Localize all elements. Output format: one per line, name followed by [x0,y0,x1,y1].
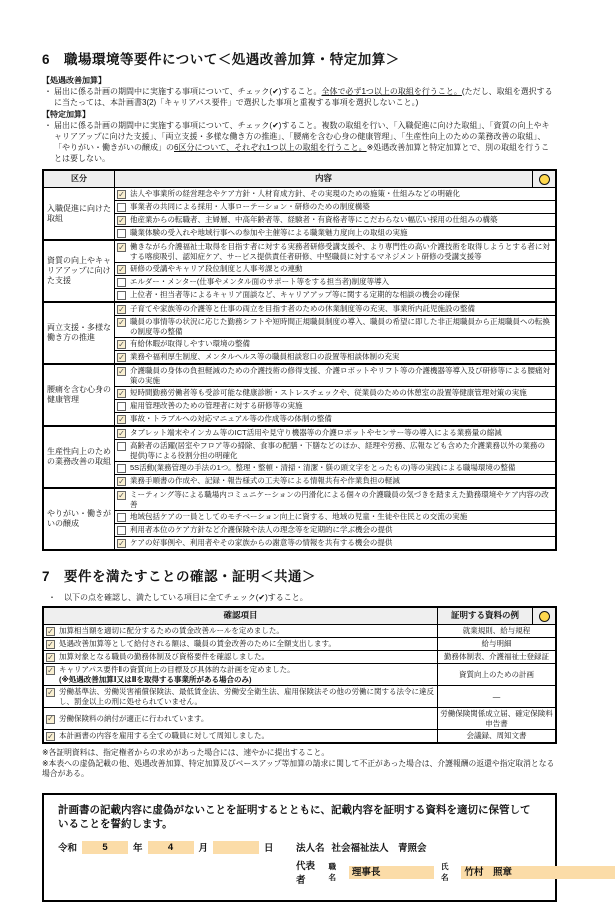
item-text: 雇用管理改善のための管理者に対する研修等の実施 [130,401,303,410]
item-main-text: 加算相当額を適切に配分するための賃金改善ルールを定めました。 [59,626,284,635]
required-marker-cell [533,170,557,188]
item-line [46,665,434,684]
table-row [43,387,556,400]
item-text: 高齢者の活躍(居室やフロア等の掃除、食事の配膳・下膳などのほか、経理や労務、広報なども含めた介護業務以外の業務の提供)等による役割分担の明確化 [130,441,545,460]
item-line [117,512,552,522]
era-label: 令和 [58,843,78,854]
item-line [117,538,552,548]
item-line [117,317,552,336]
checkbox-checked[interactable]: ✓ [118,304,125,314]
underlined-text: 6区分について、それぞれ1つ以上の取組を行うこと。 [174,143,367,152]
name-label: 氏名 [441,862,449,882]
month-field[interactable]: 4 [148,841,194,854]
category-cell: 腰痛を含む心身の健康管理 [43,364,115,426]
table-row [43,524,556,537]
evidence-header: 証明する資料の例 [438,607,533,625]
item-text: 職員の事情等の状況に応じた勤務シフトや短時間正規職員制度の導入、職員の希望に即した非正規職員から正規職員への転換の制度等の整備 [130,317,550,336]
item-line [117,352,552,362]
footnote-text: ※本表への虚偽記載の他、処遇改善加算、特定加算及びベースアップ等加算の請求に関して不正があった場合は、介護報酬の返還や指定取消となる場合がある。 [42,759,555,778]
item-text: タブレット端末やインカム等のICT活用や見守り機器等の介護ロボットやセンサー等の導入による業務量の縮減 [130,428,502,437]
checkbox-checked[interactable]: ✓ [118,264,125,274]
item-cell [115,426,557,440]
content-header-cell: 内容 [115,170,533,188]
bullet-marker: ・ [44,87,52,96]
item-text: 5S活動(業務管理の手法の1つ。整理・整頓・清掃・清潔・躾の頭文字をとったもの)等の実践による職場環境の整備 [130,463,516,472]
item-text: 子育てや家族等の介護等と仕事の両立を目指す者のための休業制度等の充実、事業所内託児施設の整備 [130,304,475,313]
underlined-text: 全体で必ず1つ以上の取組を行うこと。 [321,87,462,96]
confirmation-item-text [59,687,434,706]
confirmation-item-cell [43,686,438,708]
item-main-text: 処遇改善加算等として給付される額は、職員の賃金改善のために全額支出します。 [59,639,336,648]
checkbox-checked[interactable]: ✓ [47,652,54,662]
confirmation-item-cell [43,651,438,664]
table-row [43,263,556,276]
item-line [46,626,434,636]
item-line [117,441,552,460]
checkbox-checked[interactable]: ✓ [118,490,125,500]
table-row [43,364,556,387]
table2-header-row [43,607,556,625]
table-row [43,638,556,651]
item-line [117,366,552,385]
table1-header-row [43,170,556,188]
confirmation-table [42,606,557,744]
required-marker-cell [533,607,557,625]
plain-text: (ただし、取組を選択するに当たっては、本計画書3(2)「キャリアパス要件」で選択した事項と重複する事項を選択しないこと。) [54,87,553,107]
table-row [43,316,556,338]
job-title-label: 職名 [328,862,336,882]
checkbox-checked[interactable]: ✓ [118,215,125,225]
table-row [43,686,556,708]
item-text: 他産業からの転職者、主婦層、中高年齢者等、経験者・有資格者等にこだわらない幅広い採用の仕組みの構築 [130,215,498,224]
item-cell [115,302,557,316]
table-row [43,188,556,201]
table-row [43,214,556,227]
item-line [117,304,552,314]
item-text: 職業体験の受入れや地域行事への参加や主催等による職業魅力度向上の取組の実施 [130,228,408,237]
item-main-text: 労働保険料の納付が適正に行われています。 [59,713,209,723]
item-main-text: 本計画書の内容を雇用する全ての職員に対して周知しました。 [59,731,269,740]
item-cell [115,400,557,413]
checkbox-unchecked[interactable] [117,402,126,411]
table-row [43,289,556,303]
month-unit-label: 月 [198,843,209,854]
evidence-cell: ― [438,686,557,708]
item-cell [115,511,557,524]
item-text: 事業者の共同による採用・人事ローテーション・研修のための制度構築 [130,202,370,211]
intro-bullet-text [54,120,557,164]
checkbox-checked[interactable]: ✓ [47,639,54,649]
item-cell [115,524,557,537]
representative-label: 代表者 [296,861,316,886]
item-text: 働きながら介護福祉士取得を目指す者に対する実務者研修受講支援や、より専門性の高い介護技術を取得しようとする者に対する喀痰吸引、認知症ケア、サービス提供責任者研修、中堅職員に対するマネジメント研修の受講支援等 [130,242,550,261]
item-line [46,731,434,741]
checkbox-checked[interactable]: ✓ [118,352,125,362]
category-cell: 生産性向上のための業務改善の取組 [43,426,115,488]
item-text: ケアの好事例や、利用者やその家族からの謝意等の情報を共有する機会の提供 [130,538,393,547]
plain-text: ※処遇改善加算と特定加算とで、別の取組を行うことは要しない。 [54,143,550,163]
day-unit-label: 日 [264,843,274,854]
checkbox-checked[interactable]: ✓ [118,428,125,438]
item-text: 上位者・担当者等によるキャリア面談など、キャリアアップ等に関する定期的な相談の機会の確保 [130,290,460,299]
checkbox-checked[interactable]: ✓ [118,476,125,486]
confirmation-item-cell [43,625,438,638]
corp-name: 社会福祉法人 青照会 [331,843,427,854]
evidence-cell: 給与明細 [438,638,557,651]
item-text: エルダー・メンター(仕事やメンタル面のサポート等をする担当者)制度等導入 [130,277,390,286]
required-circle-icon [539,174,550,185]
category-cell: 両立支援・多様な働き方の推進 [43,302,115,364]
item-cell [115,316,557,338]
table-row [43,664,556,686]
table-row [43,400,556,413]
checkbox-checked[interactable]: ✓ [118,388,125,398]
plain-text: 届出に係る計画の期間中に実施する事項について、チェック(✔)すること。 [54,87,322,96]
section6-intro [42,75,557,164]
item-line [46,639,434,649]
checkbox-unchecked[interactable] [117,278,126,287]
checkbox-checked[interactable]: ✓ [118,189,125,199]
item-cell [115,537,557,551]
table-row [43,413,556,427]
item-text: 介護職員の身体の負担軽減のための介護技術の修得支援、介護ロボットやリフト等の介護機器等導入及び研修等による腰痛対策の実施 [130,366,550,385]
item-cell [115,440,557,462]
item-cell [115,462,557,475]
table-row [43,511,556,524]
item-line [117,388,552,398]
item-line [117,242,552,261]
item-text: 事故・トラブルへの対応マニュアル等の作成等の体制の整備 [130,414,332,423]
checkbox-checked[interactable]: ✓ [47,731,54,741]
evidence-cell: 就業規則、給与規程 [438,625,557,638]
confirmation-item-cell [43,730,438,744]
item-text: 利用者本位のケア方針など介護保険や法人の理念等を定期的に学ぶ機会の提供 [130,525,393,534]
table-row [43,227,556,241]
item-line [117,189,552,199]
plain-text: 届出に係る計画の期間中に実施する事項について、チェック(✔)すること。複数の取組を行い、「入職促進に向けた取組」、「資質の向上やキャリアアップに向けた支援」、「両立支援・多様な働き方の推進」、「腰痛を含む心身の健康管理」、「生産性向上のための業務改善の取組」、「やりがい・働きがいの醸成」の [54,121,550,152]
checkbox-checked[interactable]: ✓ [118,538,125,548]
item-cell [115,188,557,201]
checkbox-unchecked[interactable] [117,229,126,238]
pledge-signer [296,840,615,890]
checkbox-unchecked[interactable] [117,291,126,300]
item-line [117,476,552,486]
item-cell [115,351,557,365]
checkbox-checked[interactable]: ✓ [47,714,54,723]
item-line [46,652,434,662]
table-row [43,708,556,730]
checkbox-unchecked[interactable] [117,513,126,522]
evidence-cell: 会議録、周知文書 [438,730,557,744]
intro-bullet [44,120,557,164]
item-cell [115,387,557,400]
name-field[interactable]: 竹村 照章 [461,866,614,879]
intro-bullet [44,86,557,108]
item-cell [115,338,557,351]
item-note-text: (※処遇改善加算Ⅰ又はⅡを取得する事業所がある場合のみ) [59,674,252,684]
item-cell [115,276,557,289]
confirmation-item-cell [43,708,438,730]
item-main-text: 労働基準法、労働災害補償保険法、最低賃金法、労働安全衛生法、雇用保険法その他の労働に関する法令に違反し、罰金以上の刑に処せられていません。 [59,687,434,706]
item-line [117,490,552,509]
item-line [46,714,434,724]
table-row [43,651,556,664]
confirmation-item-header: 確認項目 [43,607,438,625]
section6-title: 6 職場環境等要件について＜処遇改善加算・特定加算＞ [42,52,400,67]
table-row [43,201,556,214]
table-row [43,475,556,489]
item-line [117,525,552,535]
item-cell [115,364,557,387]
checkbox-unchecked[interactable] [117,442,126,451]
intro-block-label: 【特定加算】 [42,110,90,119]
confirmation-item-text [59,652,434,662]
item-line [117,463,552,473]
confirmation-item-text [59,639,434,649]
category-cell: 入職促進に向けた取組 [43,188,115,241]
category-cell: やりがい・働きがいの醸成 [43,488,115,550]
confirmation-item-text [59,626,434,636]
item-main-text: キャリアパス要件Ⅱの資質向上の目標及び具体的な計画を定めました。 [59,665,295,674]
item-main-text: 加算対象となる職員の勤務体制及び資格要件を確認しました。 [59,652,269,661]
item-line [117,215,552,225]
job-title-field[interactable]: 理事長 [349,866,434,879]
item-text: 研修の受講やキャリア段位制度と人事考課との連動 [130,264,303,273]
category-header-cell: 区分 [43,170,115,188]
pledge-signature-row [58,840,543,890]
section7-title: 7 要件を満たすことの確認・証明＜共通＞ [42,569,317,584]
required-circle-icon [539,611,550,622]
item-text: 短時間勤務労働者等も受診可能な健康診断・ストレスチェックや、従業員のための休憩室の設置等健康管理対策の実施 [130,388,527,397]
checkbox-checked[interactable]: ✓ [118,366,125,376]
table-row [43,240,556,263]
intro-bullet-text [54,86,557,108]
table-row [43,302,556,316]
evidence-cell: 資質向上のための計画 [438,664,557,686]
item-cell [115,240,557,263]
item-cell [115,413,557,427]
table-row [43,730,556,744]
day-field[interactable] [213,841,259,854]
table-row [43,426,556,440]
confirmation-item-text [59,731,434,741]
pledge-box [42,793,557,902]
checkbox-checked[interactable]: ✓ [118,317,125,327]
item-line [46,687,434,706]
item-cell [115,263,557,276]
table-row [43,276,556,289]
table-row [43,537,556,551]
confirmation-item-cell [43,638,438,651]
item-line [117,228,552,238]
footnotes [42,748,557,779]
item-line [117,401,552,411]
intro-block-label: 【処遇改善加算】 [42,76,106,85]
checkbox-checked[interactable]: ✓ [47,626,54,636]
table-row [43,440,556,462]
table-row [43,351,556,365]
item-text: 有給休暇が取得しやすい環境の整備 [130,339,250,348]
confirmation-item-text [59,665,434,684]
item-text: 業務手順書の作成や、記録・報告様式の工夫等による情報共有や作業負担の軽減 [130,476,400,485]
table-row [43,488,556,511]
item-line [117,339,552,349]
item-line [117,202,552,212]
table-row [43,338,556,351]
item-cell [115,227,557,241]
bullet-marker: ・ [44,121,52,130]
item-text: 法人や事業所の経営理念やケア方針・人材育成方針、その実現のための施策・仕組みなどの明確化 [130,189,460,198]
checkbox-checked[interactable]: ✓ [47,665,54,675]
table-row [43,462,556,475]
checkbox-checked[interactable]: ✓ [118,414,125,424]
item-cell [115,201,557,214]
pledge-statement: 計画書の記載内容に虚偽がないことを証明するとともに、記載内容を証明する資料を適切に保管していることを誓約します。 [58,804,531,830]
item-text: 業務や福利厚生制度、メンタルヘルス等の職員相談窓口の設置等相談体制の充実 [130,352,400,361]
footnote-text: ※各証明資料は、指定権者からの求めがあった場合には、速やかに提出すること。 [42,748,330,757]
item-line [117,414,552,424]
evidence-cell: 勤務体制表、介護福祉士登録証 [438,651,557,664]
item-text: ミーティング等による職場内コミュニケーションの円滑化による個々の介護職員の気づきを踏まえた勤務環境やケア内容の改善 [130,490,549,509]
confirmation-item-cell [43,664,438,686]
item-cell [115,289,557,303]
checkbox-checked[interactable]: ✓ [47,687,54,697]
category-cell: 資質の向上やキャリアアップに向けた支援 [43,240,115,302]
checkbox-unchecked[interactable] [117,203,126,212]
checkbox-checked[interactable]: ✓ [118,339,125,349]
table-row [43,625,556,638]
item-line [117,428,552,438]
item-text: 地域包括ケアの一員としてのモチベーション向上に資する、地域の児童・生徒や住民との交流の実施 [130,512,468,521]
checkbox-unchecked[interactable] [117,526,126,535]
confirmation-item-text [59,714,434,724]
item-line [117,264,552,274]
checkbox-unchecked[interactable] [117,464,126,473]
corp-label: 法人名 [296,843,325,854]
year-field[interactable]: 5 [82,841,128,854]
item-cell [115,488,557,511]
year-unit-label: 年 [133,843,143,854]
item-cell [115,475,557,489]
checkbox-checked[interactable]: ✓ [118,242,125,252]
evidence-cell: 労働保険関係成立届、確定保険料申告書 [438,708,557,730]
item-line [117,290,552,300]
section7-instruction: ・ 以下の点を確認し、満たしている項目に全てチェック(✔)すること。 [48,593,308,602]
item-cell [115,214,557,227]
item-line [117,277,552,287]
pledge-date [58,840,296,854]
workplace-requirements-table [42,169,557,551]
